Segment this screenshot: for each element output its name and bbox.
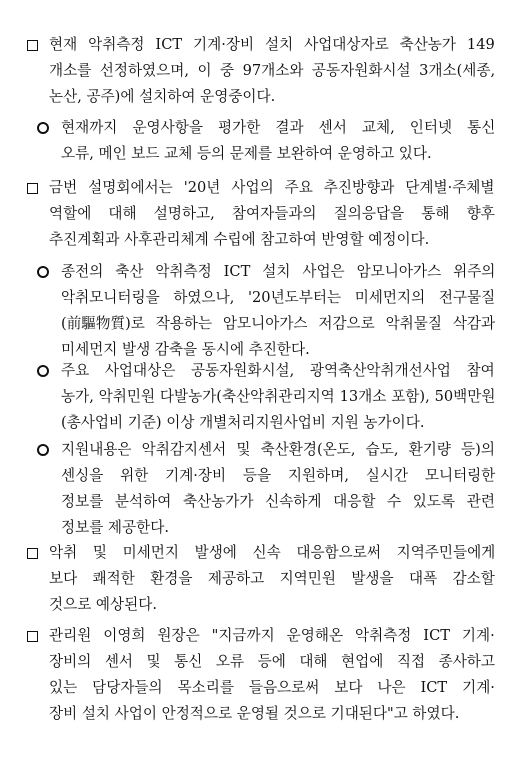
square-bullet-icon (27, 40, 38, 51)
paragraph-line: 지원내용은 악취감지센서 및 축산환경(온도, 습도, 환기량 등)의 (61, 441, 495, 458)
circle-bullet-icon (37, 444, 49, 456)
paragraph-line: 역할에 대해 설명하고, 참여자들과의 질의응답을 통해 향후 (49, 205, 495, 222)
paragraph-line: 악취 및 미세먼지 발생에 신속 대응함으로써 지역주민들에게 (49, 544, 496, 561)
paragraph-line: 농가, 악취민원 다발농가(축산악취관리지역 13개소 포함), 50백만원 (61, 388, 496, 405)
paragraph-line: 미세먼지 발생 감축을 동시에 추진한다. (61, 341, 310, 358)
paragraph-line: 현재 악취측정 ICT 기계·장비 설치 사업대상자로 축산농가 149 (49, 36, 495, 53)
paragraph-line: 정보를 분석하여 축산농가가 신속하게 대응할 수 있도록 관련 (61, 493, 495, 510)
paragraph-line: 주요 사업대상은 공동자원화시설, 광역축산악취개선사업 참여 (61, 362, 495, 379)
paragraph-line: 금번 설명회에서는 '20년 사업의 주요 추진방향과 단계별·주체별 (49, 179, 495, 196)
paragraph-line: 종전의 축산 악취측정 ICT 설치 사업은 암모니아가스 위주의 (61, 263, 496, 280)
paragraph-line: 논산, 공주)에 설치하여 운영중이다. (49, 88, 276, 105)
paragraph-line: 추진계획과 사후관리체계 수립에 참고하여 반영할 예정이다. (49, 231, 430, 248)
circle-bullet-icon (37, 365, 49, 377)
circle-bullet-icon (37, 266, 49, 278)
paragraph-line: 개소를 선정하였으며, 이 중 97개소와 공동자원화시설 3개소(세종, (49, 62, 496, 79)
paragraph-line: 오류, 메인 보드 교체 등의 문제를 보완하여 운영하고 있다. (61, 145, 432, 162)
paragraph-line: (前驅物質)로 작용하는 암모니아가스 저감으로 악취물질 삭감과 (61, 315, 496, 332)
square-bullet-icon (27, 631, 38, 642)
paragraph-line: 현재까지 운영사항을 평가한 결과 센서 교체, 인터넷 통신 (61, 119, 496, 136)
circle-bullet-icon (37, 122, 49, 134)
paragraph-line: 정보를 제공한다. (61, 519, 169, 536)
paragraph-line: 장비의 센서 및 통신 오류 등에 대해 현업에 직접 종사하고 (49, 653, 495, 670)
paragraph-line: 관리원 이영희 원장은 "지금까지 운영해온 악취측정 ICT 기계· (49, 627, 495, 644)
paragraph-line: (총사업비 기준) 이상 개별처리지원사업비 지원 농가이다. (61, 414, 425, 431)
paragraph-line: 있는 담당자들의 목소리를 들음으로써 보다 나은 ICT 기계· (49, 679, 495, 696)
paragraph-line: 보다 쾌적한 환경을 제공하고 지역민원 발생을 대폭 감소할 (49, 570, 495, 587)
paragraph-line: 센싱을 위한 기계·장비 등을 지원하며, 실시간 모니터링한 (61, 467, 496, 484)
paragraph-line: 악취모니터링을 하였으나, '20년도부터는 미세먼지의 전구물질 (61, 289, 496, 306)
paragraph-line: 것으로 예상된다. (49, 596, 157, 613)
square-bullet-icon (27, 183, 38, 194)
square-bullet-icon (27, 548, 38, 559)
paragraph-line: 장비 설치 사업이 안정적으로 운영될 것으로 기대된다"고 하였다. (49, 705, 460, 722)
